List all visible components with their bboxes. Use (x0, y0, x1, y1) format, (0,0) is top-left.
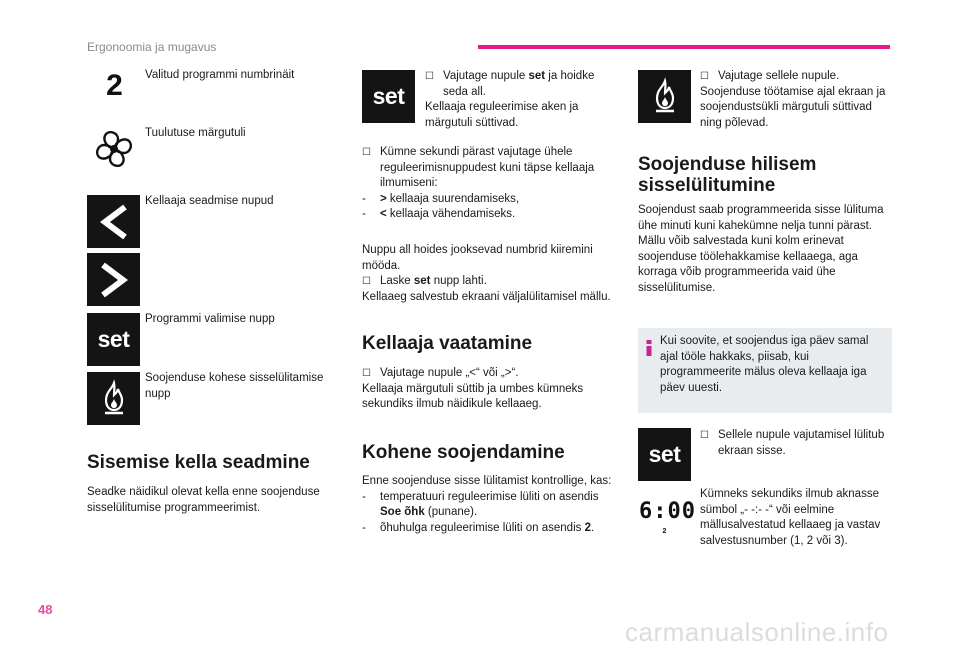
section-accent-bar (478, 45, 890, 49)
greater-than-button-icon[interactable] (87, 253, 140, 306)
info-text: Kui soovite, et soojendus iga päev samal ajal tööle hakkaks, piisab, kui programmeerite mälus oleva kellaaja iga päev uuesti. (660, 335, 869, 394)
heading-view-time: Kellaaja vaatamine (362, 333, 533, 354)
clock-buttons-label: Kellaaja seadmise nupud (145, 195, 274, 207)
clock-display-icon: 6:00 2 (639, 499, 696, 535)
set-clock-paragraph: Seadke näidikul olevat kella enne soojenduse sisselülitumise programmeerimist. (87, 486, 320, 514)
adjust-time-instructions: ☐ Kümne sekundi pärast vajutage ühele reguleerimisnuppudest kuni täpse kellaaja ilmumiseni: - > kellaaja suurendamiseks, - < kellaaja vähendamiseks. (362, 146, 595, 220)
set-button-icon[interactable]: set (362, 70, 415, 123)
checkbox-bullet-icon: ☐ (362, 147, 371, 158)
checkbox-bullet-icon: ☐ (425, 71, 434, 82)
program-number-label: Valitud programmi numbrinäit (145, 69, 295, 81)
set-button-icon[interactable]: set (638, 428, 691, 481)
info-icon (645, 340, 653, 356)
fan-indicator-label: Tuulutuse märgutuli (145, 127, 246, 139)
set-button-icon[interactable]: set (87, 313, 140, 366)
checkbox-bullet-icon: ☐ (362, 276, 371, 287)
page-number: 48 (38, 602, 53, 617)
heading-set-internal-clock: Sisemise kella seadmine (87, 452, 310, 473)
checkbox-bullet-icon: ☐ (700, 71, 709, 82)
heading-delayed-heating: Soojenduse hilisem sisselülitumine (638, 154, 817, 196)
program-number-2-icon: 2 (106, 69, 123, 102)
checkbox-bullet-icon: ☐ (362, 368, 371, 379)
checkbox-bullet-icon: ☐ (700, 430, 709, 441)
set-display-instructions: ☐ Sellele nupule vajutamisel lülitub ekraan sisse. (700, 428, 890, 459)
instant-heating-instructions: Enne soojenduse sisse lülitamist kontrollige, kas: - temperatuuri reguleerimise lüliti on asendis Soe õhk (punane). - õhuhulga reguleerimise lüliti on asendis 2. (362, 475, 612, 534)
instant-heating-label: Soojenduse kohese sisselülitamise nupp (145, 372, 324, 400)
heading-instant-heating: Kohene soojendamine (362, 442, 565, 463)
flame-button-icon[interactable] (87, 372, 140, 425)
set-instructions: ☐ Vajutage nupule set ja hoidke seda all. Kellaaja reguleerimise aken ja märgutuli süttivad. (425, 70, 595, 129)
watermark: carmanualsonline.info (625, 617, 889, 647)
less-than-button-icon[interactable] (87, 195, 140, 248)
flame-button-icon[interactable] (638, 70, 691, 123)
view-time-instructions: ☐ Vajutage nupule „<“ või „>“. Kellaaja märgutuli süttib ja umbes kümneks sekundiks ilmub näidikule kellaaeg. (362, 367, 584, 410)
flame-button-instructions: ☐ Vajutage sellele nupule. Soojenduse töötamise ajal ekraan ja soojendustsükli märgutuli süttivad ning põlevad. (700, 70, 886, 129)
program-select-label: Programmi valimise nupp (145, 313, 275, 325)
hold-button-instructions: Nuppu all hoides jooksevad numbrid kiiremini mööda. ☐ Laske set nupp lahti. Kellaaeg salvestub ekraani väljalülitamisel mällu. (362, 244, 611, 303)
delayed-heating-paragraph: Soojendust saab programmeerida sisse lülituma ühe minuti kuni kahekümne nelja tunni pärast. Mällu võib salvestada kuni kolm erinevat soojenduse töölehakkamise kellaaega, aga korraga võib programmeerida vaid ühe sisselülitumise. (638, 204, 884, 294)
section-title: Ergonoomia ja mugavus (87, 40, 217, 54)
fan-icon (92, 127, 136, 171)
memory-display-paragraph: Kümneks sekundiks ilmub aknasse sümbol „- -:- -“ või eelmine mällusalvestatud kellaaeg ja vastav salvestusnumber (1, 2 või 3). (700, 488, 881, 547)
